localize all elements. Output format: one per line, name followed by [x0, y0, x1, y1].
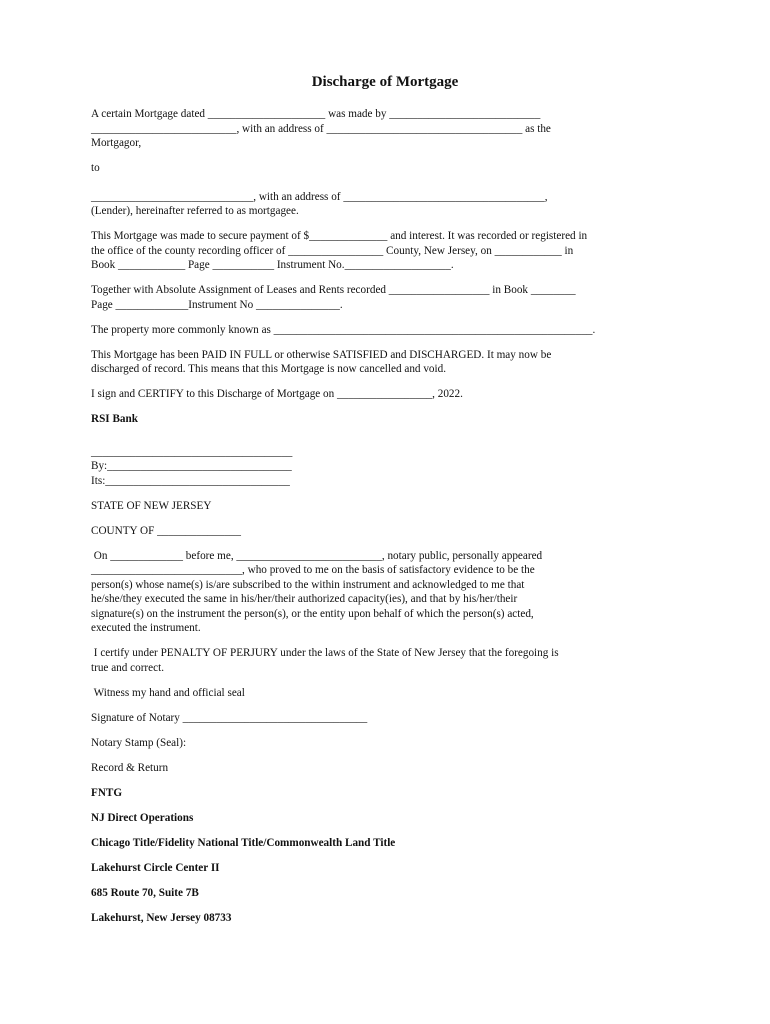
text-line: discharged of record. This means that this Mortgage is now cancelled and void. [91, 363, 447, 375]
mortgage-parties-paragraph [91, 107, 681, 151]
return-city: Lakehurst, New Jersey 08733 [91, 911, 232, 924]
text-line: A certain Mortgage dated _____________________ was made by ___________________________ [91, 108, 541, 120]
witness-line: Witness my hand and official seal [91, 686, 245, 699]
text-line: This Mortgage has been PAID IN FULL or otherwise SATISFIED and DISCHARGED. It may now be [91, 348, 552, 361]
record-return-label: Record & Return [91, 761, 169, 774]
text-line: __________________________, with an address of ___________________________________ as the [91, 122, 551, 135]
text-line: person(s) whose name(s) is/are subscribed to the within instrument and acknowledged to me that [91, 578, 525, 591]
signature-by: By:_________________________________ [91, 460, 292, 472]
recording-paragraph [91, 229, 681, 273]
text-line: he/she/they executed the same in his/her/their authorized capacity(ies), and that by his/her/their [91, 593, 518, 605]
text-line: Together with Absolute Assignment of Leases and Rents recorded __________________ in Book ________ [91, 284, 576, 296]
text-line: Book ____________ Page ___________ Instrument No.___________________. [91, 259, 454, 271]
state-label: STATE OF NEW JERSEY [91, 499, 212, 512]
text-line: signature(s) on the instrument the person(s), or the entity upon behalf of which the person(s) acted, [91, 607, 534, 620]
text-line: true and correct. [91, 661, 164, 674]
notary-acknowledgment [91, 549, 681, 636]
paid-in-full-paragraph [91, 348, 681, 377]
bank-name: RSI Bank [91, 413, 138, 425]
signature-block [91, 445, 681, 489]
text-line: the office of the county recording officer of _________________ County, New Jersey, on ____________ in [91, 244, 574, 257]
document-body [91, 107, 681, 936]
document-title: Discharge of Mortgage [311, 74, 459, 90]
property-paragraph: The property more commonly known as _________________________________________________________. [91, 323, 596, 336]
return-department: NJ Direct Operations [91, 811, 194, 824]
text-line: Mortgagor, [91, 137, 142, 149]
return-company: FNTG [91, 786, 123, 799]
text-line: ___________________________, who proved to me on the basis of satisfactory evidence to be the [91, 564, 535, 576]
return-building: Lakehurst Circle Center II [91, 861, 220, 874]
assignment-paragraph [91, 283, 681, 312]
text-line: executed the instrument. [91, 622, 201, 634]
text-line: I certify under PENALTY OF PERJURY under the laws of the State of New Jersey that the foregoing is [91, 647, 559, 659]
lender-paragraph [91, 190, 681, 219]
return-title-companies: Chicago Title/Fidelity National Title/Commonwealth Land Title [91, 836, 396, 849]
to-label: to [91, 162, 100, 174]
signature-line: ____________________________________ [91, 445, 293, 458]
text-line: On _____________ before me, __________________________, notary public, personally appeared [91, 549, 543, 562]
text-line: This Mortgage was made to secure payment of $______________ and interest. It was recorded or registered in [91, 230, 588, 242]
text-line: (Lender), hereinafter referred to as mortgagee. [91, 205, 299, 217]
notary-stamp-label: Notary Stamp (Seal): [91, 736, 187, 749]
perjury-paragraph [91, 646, 681, 675]
notary-signature-line: Signature of Notary _________________________________ [91, 711, 368, 724]
return-street: 685 Route 70, Suite 7B [91, 886, 199, 899]
text-line: _____________________________, with an address of ____________________________________, [91, 190, 548, 203]
signature-its: Its:_________________________________ [91, 474, 290, 487]
county-label: COUNTY OF _______________ [91, 524, 241, 537]
text-line: Page _____________Instrument No _______________. [91, 298, 343, 311]
certify-paragraph: I sign and CERTIFY to this Discharge of Mortgage on _________________, 2022. [91, 388, 463, 400]
